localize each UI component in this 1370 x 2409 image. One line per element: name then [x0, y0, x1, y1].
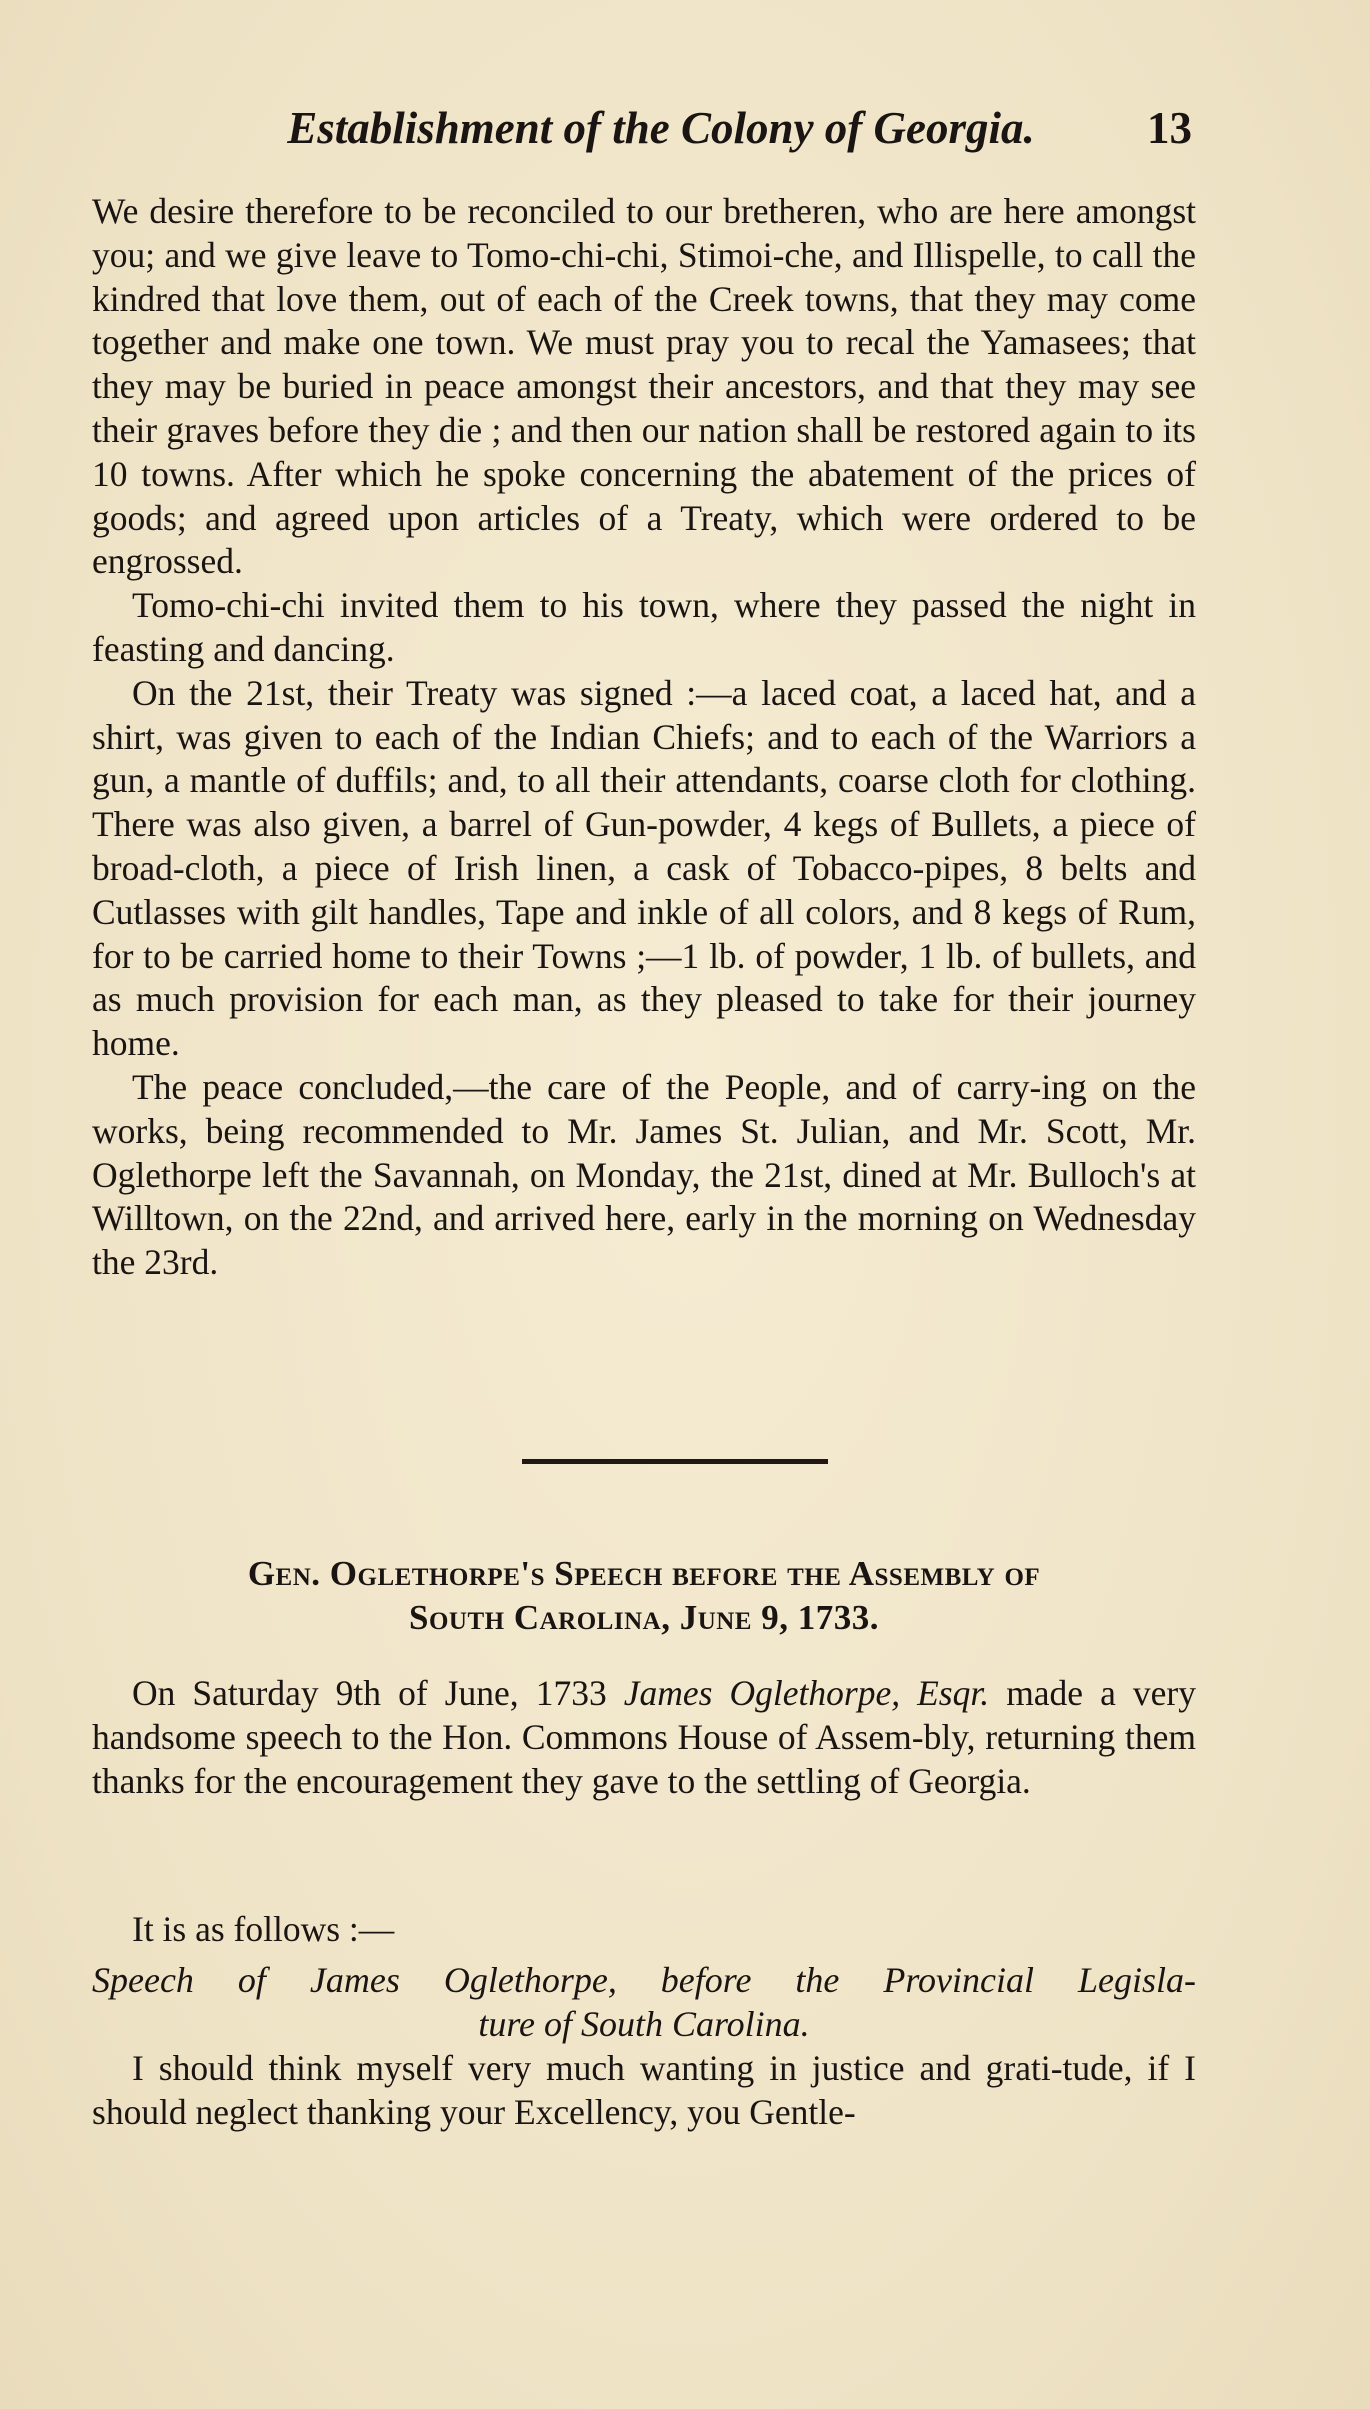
paragraph-peace-concluded: The peace concluded,—the care of the People, and of carry-ing on the works, being recommended to Mr. James St. Julian, and Mr. Scott, Mr. Oglethorpe left the Savannah, on Monday, the 21st, dined at Mr. Bulloch's at Willtown, on the 22nd, and arrived here, early in the morning on Wednesday the 23rd.	[92, 1066, 1196, 1283]
speech-heading-line-2: South Carolina, June 9, 1733.	[409, 1598, 879, 1637]
follows-section	[92, 1908, 1196, 1952]
paragraph-speech-opening: I should think myself very much wanting in justice and grati-tude, if I should neglect thanking your Excellency, you Gentle-	[92, 2048, 1196, 2132]
speech-title	[92, 1958, 1196, 2046]
speech-body	[92, 2047, 1196, 2135]
paragraph-treaty-gifts: On the 21st, their Treaty was signed :—a laced coat, a laced hat, and a shirt, was given to each of the Indian Chiefs; and to each of the Warriors a gun, a mantle of duffils; and, to all their attendants, coarse cloth for clothing. There was also given, a barrel of Gun-powder, 4 kegs of Bullets, a piece of broad-cloth, a piece of Irish linen, a cask of Tobacco-pipes, 8 belts and Cutlasses with gilt handles, Tape and inkle of all colors, and 8 kegs of Rum, for to be carried home to their Towns ;—1 lb. of powder, 1 lb. of bullets, and as much provision for each man, as they pleased to take for their journey home.	[92, 672, 1196, 1064]
intro-text-end: made a very handsome speech to the Hon. Commons House of Assem-bly, returning them thanks for the encouragement they gave to the settling of Georgia.	[92, 1673, 1196, 1801]
section-divider	[522, 1459, 828, 1464]
paragraph-feasting: Tomo-chi-chi invited them to his town, where they passed the night in feasting and dancing.	[92, 585, 1196, 669]
speech-heading-line-1: Gen. Oglethorpe's Speech before the Assembly of	[247, 1554, 1041, 1593]
page-number: 13	[1147, 103, 1192, 153]
paragraph-follows: It is as follows :—	[132, 1909, 395, 1949]
speech-section-heading	[92, 1552, 1196, 1640]
running-title: Establishment of the Colony of Georgia.	[287, 103, 1035, 153]
treaty-section	[92, 190, 1196, 1285]
paragraph-reconciliation: We desire therefore to be reconciled to our bretheren, who are here amongst you; and we give leave to Tomo-chi-chi, Stimoi-che, and Illispelle, to call the kindred that love them, out of each of the Creek towns, that they may come together and make one town. We must pray you to recal the Yamasees; that they may be buried in peace amongst their ancestors, and that they may see their graves before they die ; and then our nation shall be restored again to its 10 towns. After which he spoke concerning the abatement of the prices of goods; and agreed upon articles of a Treaty, which were ordered to be engrossed.	[92, 191, 1196, 582]
intro-text-start: On Saturday 9th of June, 1733	[132, 1673, 624, 1713]
speech-title-line-2: ture of South Carolina.	[478, 2004, 810, 2044]
intro-name: James Oglethorpe, Esqr.	[623, 1673, 990, 1713]
speech-title-line-1: Speech of James Oglethorpe, before the Provincial Legisla-	[92, 1960, 1196, 2000]
running-header	[220, 98, 1192, 158]
paragraph-intro	[92, 1672, 1196, 1803]
speech-intro-section	[92, 1672, 1196, 1813]
